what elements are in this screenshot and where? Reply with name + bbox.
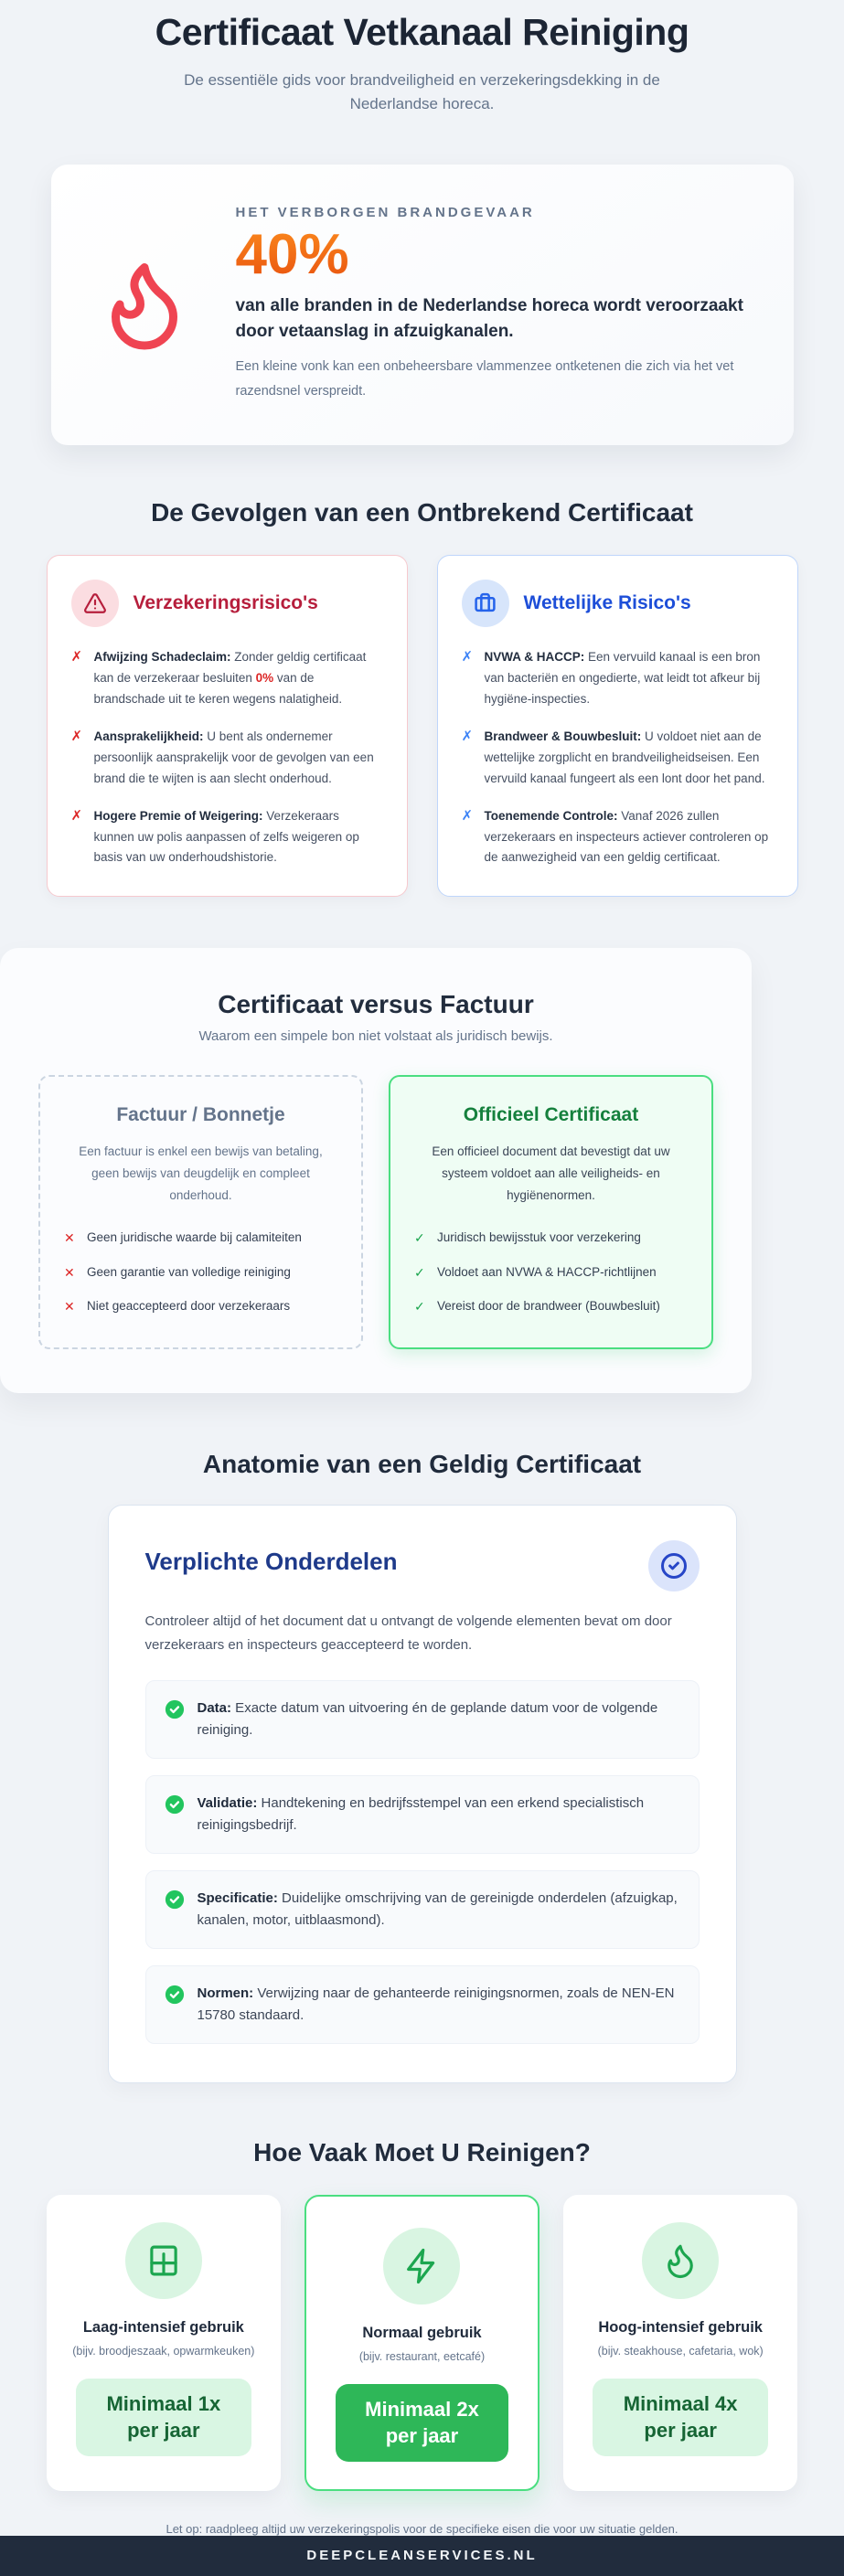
- item-label: Validatie:: [197, 1795, 258, 1812]
- list-item-text: [94, 647, 383, 710]
- frequency-card-subtitle: (bijv. steakhouse, cafetaria, wok): [597, 2345, 764, 2358]
- item-text: Vanaf 2026 zullen verzekeraars en inspecteurs actiever controleren op de aanwezigheid van een geldig certificaat.: [484, 808, 769, 865]
- briefcase-icon: [462, 580, 509, 627]
- item-text: Een vervuild kanaal is een bron van bacteriën en ongedierte, wat leidt tot afkeur bij hygiëne-inspecties.: [484, 649, 761, 706]
- frequency-card-title: Laag-intensief gebruik: [82, 2319, 244, 2336]
- item-label: Toenemende Controle:: [484, 808, 618, 823]
- page-subtitle: De essentiële gids voor brandveiligheid en verzekeringsdekking in de Nederlandse horeca.: [184, 71, 660, 113]
- versus-title: Certificaat versus Factuur: [218, 990, 534, 1019]
- oven-square-plus-icon: [125, 2222, 202, 2299]
- list-item: [462, 727, 774, 790]
- check-badge-icon: [165, 1698, 185, 1719]
- item-text: U bent als ondernemer persoonlijk aansprakelijk voor de gevolgen van een brand die te wijten is aan slecht onderhoud.: [93, 729, 374, 785]
- list-item-text: [485, 727, 774, 790]
- item-label: NVWA & HACCP:: [484, 649, 585, 664]
- frequency-card-subtitle: (bijv. restaurant, eetcafé): [358, 2350, 486, 2364]
- list-item: [64, 1296, 337, 1316]
- list-item-text: [198, 1983, 680, 2027]
- item-text: Zonder geldig certificaat kan de verzekeraar besluiten: [93, 649, 367, 685]
- cross-mark-icon: ✕: [64, 1264, 75, 1280]
- hero-detail: Een kleine vonk kan een onbeheersbare vlammenzee ontketenen die zich via het vet razendsnel verspreidt.: [235, 358, 734, 399]
- badge-line: Minimaal 2x: [365, 2398, 479, 2422]
- risk-cards: [47, 555, 798, 897]
- list-item: [145, 1775, 700, 1854]
- invoice-description: Een factuur is enkel een bewijs van betaling, geen bewijs van deugdelijk en compleet onderhoud.: [79, 1144, 323, 1202]
- item-label: Aansprakelijkheid:: [93, 729, 204, 743]
- badge-line: per jaar: [127, 2418, 200, 2442]
- list-item: [462, 806, 774, 869]
- list-item-text: [198, 1793, 680, 1836]
- insurance-card-title: Verzekeringsrisico's: [133, 591, 318, 613]
- list-item-text: [198, 1888, 680, 1932]
- check-badge-icon: [165, 1888, 185, 1910]
- anatomy-heading: Anatomie van een Geldig Certificaat: [202, 1450, 642, 1479]
- list-item: [71, 806, 383, 869]
- badge-line: Minimaal 1x: [106, 2392, 221, 2416]
- anatomy-intro: Controleer altijd of het document dat u ontvangt de volgende elementen bevat om door verzekeraars en inspecteurs geaccepteerd te worden.: [144, 1613, 672, 1653]
- flame-icon: [642, 2222, 719, 2299]
- warning-triangle-icon: [71, 580, 119, 627]
- frequency-card-title: Hoog-intensief gebruik: [598, 2319, 763, 2336]
- x-mark-icon: ✗: [461, 807, 474, 824]
- insurance-risks-card: [47, 555, 408, 897]
- low-intensity-card: [47, 2195, 282, 2491]
- list-item: [414, 1262, 688, 1283]
- x-mark-icon: ✗: [70, 728, 83, 744]
- frequency-card-subtitle: (bijv. broodjeszaak, opwarmkeuken): [72, 2345, 255, 2358]
- legal-card-header: [462, 580, 774, 627]
- list-item: [145, 1965, 700, 2044]
- check-mark-icon: ✓: [414, 1299, 425, 1315]
- item-text: Handtekening en bedrijfsstempel van een erkend specialistisch reinigingsbedrijf.: [197, 1795, 645, 1834]
- certificate-column: [389, 1075, 713, 1349]
- list-item: [414, 1228, 688, 1248]
- x-mark-icon: ✗: [70, 807, 83, 824]
- consequences-heading: De Gevolgen van een Ontbrekend Certificaat: [151, 497, 693, 527]
- versus-subtitle: Waarom een simpele bon niet volstaat als juridisch bewijs.: [198, 1028, 553, 1045]
- list-item-text: Juridisch bewijsstuk voor verzekering: [437, 1230, 641, 1245]
- item-text: Verzekeraars kunnen uw polis aanpassen of zelfs weigeren op basis van uw onderhoudshistorie.: [93, 808, 359, 865]
- badge-line: Minimaal 4x: [623, 2392, 738, 2416]
- list-item-text: [485, 806, 774, 869]
- list-item: [64, 1262, 337, 1283]
- circle-check-icon: [648, 1540, 700, 1591]
- cross-mark-icon: ✕: [64, 1299, 75, 1315]
- hero-statistic: 40%: [236, 224, 750, 286]
- normal-use-card: [304, 2195, 540, 2491]
- certificate-title: Officieel Certificaat: [463, 1104, 639, 1126]
- check-badge-icon: [165, 1793, 185, 1815]
- list-item: [71, 647, 383, 710]
- item-text: Duidelijke omschrijving van de gereinigde onderdelen (afzuigkap, kanalen, motor, uitblaasmond).: [197, 1890, 678, 1929]
- hidden-fire-danger-card: [51, 165, 794, 445]
- list-item-text: Niet geaccepteerd door verzekeraars: [87, 1299, 291, 1314]
- hero-kicker: HET VERBORGEN BRANDGEVAAR: [235, 204, 535, 220]
- check-badge-icon: [165, 1983, 185, 2005]
- legal-card-title: Wettelijke Risico's: [523, 591, 691, 613]
- list-item-text: [485, 647, 774, 710]
- invoice-title: Factuur / Bonnetje: [116, 1104, 285, 1126]
- list-item: [145, 1680, 700, 1759]
- item-label: Afwijzing Schadeclaim:: [93, 649, 231, 664]
- legal-risks-card: [437, 555, 798, 897]
- hero-statement: van alle branden in de Nederlandse horeca wordt veroorzaakt door vetaanslag in afzuigkanalen.: [235, 295, 743, 342]
- frequency-note: Let op: raadpleeg altijd uw verzekeringspolis voor de specifieke eisen die voor uw situatie gelden.: [166, 2522, 678, 2537]
- list-item: [145, 1870, 700, 1949]
- item-label: Specificatie:: [197, 1890, 278, 1907]
- certificate-description: Een officieel document dat bevestigt dat uw systeem voldoet aan alle veiligheids- en hygiënenormen.: [432, 1144, 670, 1202]
- high-intensity-card: [563, 2195, 798, 2491]
- frequency-badge: [593, 2379, 769, 2456]
- certificate-list: [414, 1228, 688, 1316]
- versus-columns: [38, 1075, 713, 1349]
- list-item-text: Voldoet aan NVWA & HACCP-richtlijnen: [437, 1264, 657, 1279]
- item-label: Normen:: [197, 1985, 254, 2002]
- badge-line: per jaar: [385, 2423, 459, 2447]
- list-item: [462, 647, 774, 710]
- page-title: Certificaat Vetkanaal Reiniging: [155, 11, 689, 53]
- check-mark-icon: ✓: [414, 1230, 425, 1246]
- zap-icon: [383, 2228, 460, 2305]
- frequency-badge: [336, 2384, 508, 2462]
- hero-content: [236, 205, 750, 405]
- list-item-text: [198, 1698, 680, 1741]
- x-mark-icon: ✗: [461, 728, 474, 744]
- insurance-risk-list: [71, 647, 383, 868]
- list-item-text: Geen garantie van volledige reiniging: [87, 1264, 291, 1279]
- certificate-vs-invoice-card: [0, 948, 752, 1393]
- anatomy-card-title: Verplichte Onderdelen: [144, 1548, 398, 1576]
- anatomy-card-header: [145, 1540, 700, 1591]
- list-item: [64, 1228, 337, 1248]
- anatomy-list: [145, 1680, 700, 2044]
- item-label: Data:: [197, 1700, 232, 1717]
- x-mark-icon: ✗: [461, 648, 474, 665]
- frequency-heading: Hoe Vaak Moet U Reinigen?: [253, 2138, 591, 2167]
- item-text: U voldoet niet aan de wettelijke zorgplicht en brandveiligheidseisen. Een vervuild kanaal fungeert als een lont door het pand.: [484, 729, 765, 785]
- item-text: Exacte datum van uitvoering én de geplande datum voor de volgende reiniging.: [197, 1700, 658, 1739]
- item-text: Verwijzing naar de gehanteerde reinigingsnormen, zoals de NEN-EN 15780 standaard.: [197, 1985, 675, 2024]
- footer-domain: DEEPCLEANSERVICES.NL: [306, 2548, 538, 2564]
- badge-line: per jaar: [644, 2418, 717, 2442]
- list-item: [414, 1296, 688, 1316]
- item-label: Hogere Premie of Weigering:: [93, 808, 263, 823]
- frequency-cards: [47, 2195, 798, 2491]
- list-item-text: [94, 806, 383, 869]
- list-item-text: [94, 727, 383, 790]
- frequency-card-title: Normaal gebruik: [362, 2325, 482, 2342]
- cross-mark-icon: ✕: [64, 1230, 75, 1246]
- list-item-text: Vereist door de brandweer (Bouwbesluit): [437, 1299, 660, 1314]
- page-footer: [0, 2536, 844, 2576]
- mandatory-elements-card: [108, 1505, 737, 2083]
- item-highlight: 0%: [255, 670, 274, 685]
- check-mark-icon: ✓: [414, 1264, 425, 1280]
- invoice-list: [64, 1228, 337, 1316]
- flame-icon: [95, 250, 194, 358]
- item-text: van de brandschade uit te keren wegens nalatigheid.: [93, 670, 343, 706]
- list-item-text: Geen juridische waarde bij calamiteiten: [87, 1230, 302, 1245]
- x-mark-icon: ✗: [70, 648, 83, 665]
- invoice-column: [38, 1075, 363, 1349]
- list-item: [71, 727, 383, 790]
- item-label: Brandweer & Bouwbesluit:: [484, 729, 642, 743]
- frequency-badge: [76, 2379, 252, 2456]
- legal-risk-list: [462, 647, 774, 868]
- insurance-card-header: [71, 580, 383, 627]
